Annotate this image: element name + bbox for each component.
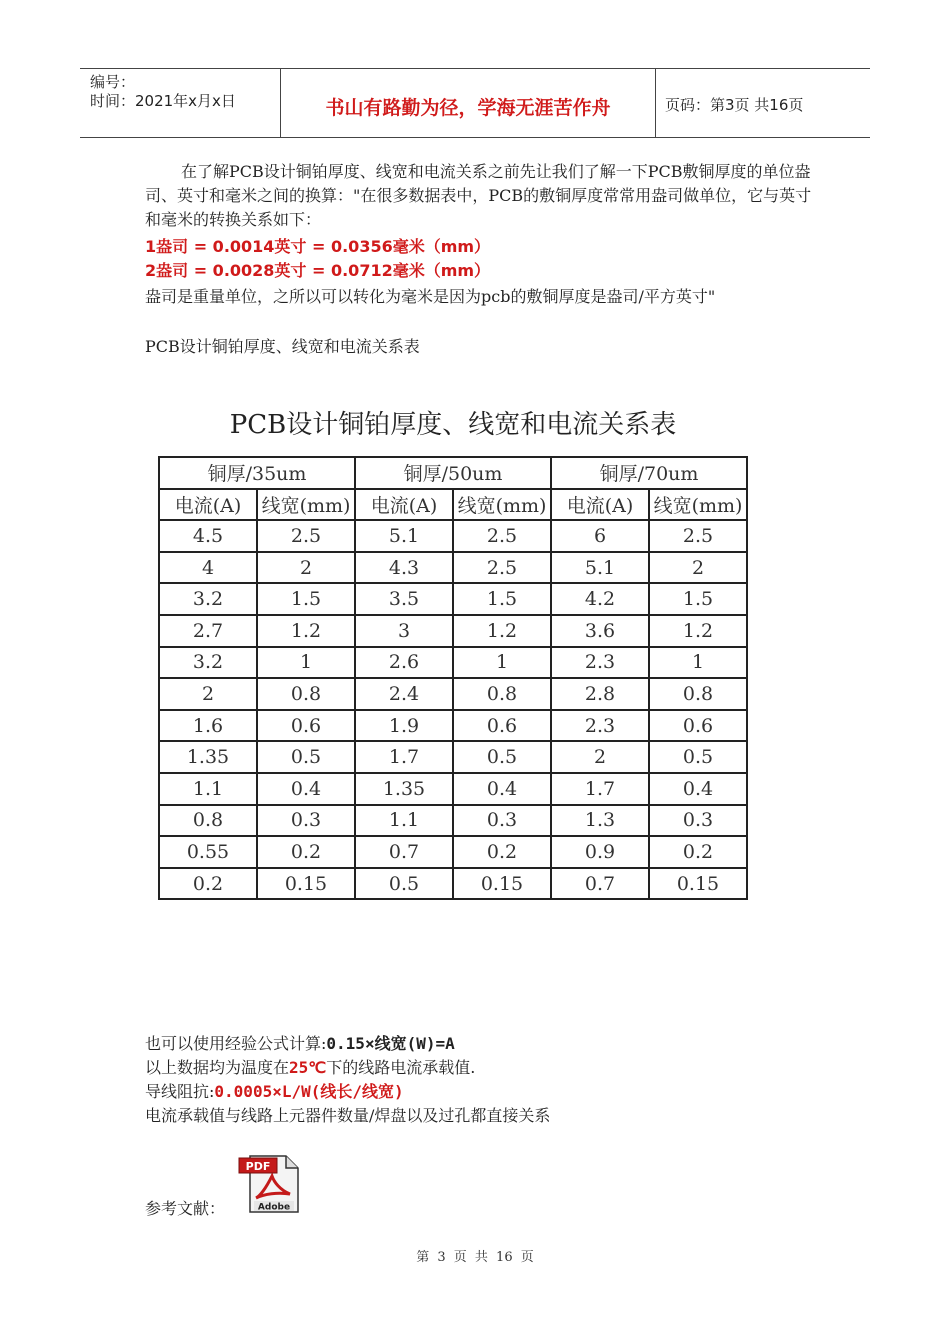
width-cell: 1 — [257, 647, 355, 679]
current-cell: 2 — [551, 741, 649, 773]
table-row — [159, 805, 747, 837]
current-cell: 0.2 — [159, 868, 257, 900]
width-cell: 0.2 — [453, 836, 551, 868]
width-cell: 2 — [649, 552, 747, 584]
resist-prefix: 导线阻抗: — [145, 1082, 215, 1101]
width-cell: 0.15 — [453, 868, 551, 900]
width-cell: 0.3 — [257, 805, 355, 837]
table-subheader-row — [159, 489, 747, 521]
table-row — [159, 710, 747, 742]
temp-prefix: 以上数据均为温度在 — [145, 1058, 290, 1077]
current-cell: 0.7 — [355, 836, 453, 868]
temperature-line — [145, 1056, 475, 1080]
resist-formula: 0.0005×L/W(线长/线宽) — [214, 1082, 404, 1101]
current-cell: 3.2 — [159, 647, 257, 679]
current-cell: 4.3 — [355, 552, 453, 584]
current-cell: 0.8 — [159, 805, 257, 837]
table-title: PCB设计铜铂厚度、线宽和电流关系表 — [229, 410, 677, 440]
current-cell: 5.1 — [551, 552, 649, 584]
current-cell: 3.6 — [551, 615, 649, 647]
table-row — [159, 741, 747, 773]
width-cell: 0.4 — [649, 773, 747, 805]
width-cell: 2 — [257, 552, 355, 584]
copper-width-current-table — [158, 456, 748, 900]
width-cell: 0.15 — [257, 868, 355, 900]
current-cell: 2.7 — [159, 615, 257, 647]
current-cell: 2 — [159, 678, 257, 710]
width-cell: 0.3 — [453, 805, 551, 837]
group-header: 铜厚/35um — [159, 457, 355, 489]
column-header: 电流(A) — [159, 489, 257, 521]
pdf-badge: PDF — [245, 1160, 271, 1173]
width-cell: 0.2 — [257, 836, 355, 868]
header-page-info: 页码：第3页 共16页 — [665, 95, 804, 114]
current-cell: 1.35 — [355, 773, 453, 805]
table-row — [159, 552, 747, 584]
width-cell: 1 — [649, 647, 747, 679]
table-row — [159, 583, 747, 615]
current-cell: 2.3 — [551, 647, 649, 679]
current-cell: 2.6 — [355, 647, 453, 679]
column-header: 线宽(mm) — [453, 489, 551, 521]
table-row — [159, 615, 747, 647]
table-row — [159, 868, 747, 900]
width-cell: 0.6 — [649, 710, 747, 742]
current-cell: 4 — [159, 552, 257, 584]
width-cell: 0.4 — [257, 773, 355, 805]
page-header — [80, 68, 870, 138]
formula-line — [145, 1032, 455, 1056]
width-cell: 0.15 — [649, 868, 747, 900]
reference-label: 参考文献： — [145, 1199, 226, 1218]
column-header: 线宽(mm) — [649, 489, 747, 521]
current-cell: 4.5 — [159, 520, 257, 552]
width-cell: 2.5 — [453, 552, 551, 584]
date-label: 时间：2021年x月x日 — [90, 92, 236, 110]
current-cell: 0.55 — [159, 836, 257, 868]
temp-value: 25℃ — [289, 1058, 327, 1077]
footer-page-number: 第 3 页 共 16 页 — [416, 1250, 534, 1265]
formula: 0.15×线宽(W)=A — [326, 1034, 455, 1053]
width-cell: 0.8 — [453, 678, 551, 710]
header-motto: 书山有路勤为径，学海无涯苦作舟 — [325, 96, 611, 119]
width-cell: 0.5 — [453, 741, 551, 773]
width-cell: 1.5 — [649, 583, 747, 615]
width-cell: 0.5 — [257, 741, 355, 773]
width-cell: 1.5 — [453, 583, 551, 615]
current-cell: 3.5 — [355, 583, 453, 615]
formula-prefix: 也可以使用经验公式计算: — [145, 1034, 327, 1053]
current-cell: 4.2 — [551, 583, 649, 615]
width-cell: 1 — [453, 647, 551, 679]
table-row — [159, 773, 747, 805]
group-header: 铜厚/70um — [551, 457, 747, 489]
width-cell: 1.2 — [453, 615, 551, 647]
column-header: 电流(A) — [551, 489, 649, 521]
conversion-line-1: 1盎司 = 0.0014英寸 = 0.0356毫米（mm） — [145, 237, 491, 256]
header-divider — [655, 69, 656, 137]
current-cell: 1.3 — [551, 805, 649, 837]
width-cell: 0.5 — [649, 741, 747, 773]
width-cell: 1.2 — [257, 615, 355, 647]
current-cell: 0.7 — [551, 868, 649, 900]
pdf-file-icon[interactable] — [238, 1154, 300, 1214]
header-meta — [80, 69, 280, 137]
current-cell: 0.9 — [551, 836, 649, 868]
table-caption: PCB设计铜铂厚度、线宽和电流关系表 — [145, 337, 420, 356]
width-cell: 1.2 — [649, 615, 747, 647]
width-cell: 0.2 — [649, 836, 747, 868]
current-cell: 6 — [551, 520, 649, 552]
current-cell: 2.4 — [355, 678, 453, 710]
serial-label: 编号： — [90, 73, 136, 91]
current-cell: 2.3 — [551, 710, 649, 742]
current-cell: 2.8 — [551, 678, 649, 710]
width-cell: 2.5 — [453, 520, 551, 552]
current-cell: 1.9 — [355, 710, 453, 742]
column-header: 电流(A) — [355, 489, 453, 521]
current-cell: 3 — [355, 615, 453, 647]
width-cell: 1.5 — [257, 583, 355, 615]
intro-paragraph: 在了解PCB设计铜铂厚度、线宽和电流关系之前先让我们了解一下PCB敷铜厚度的单位盎司、英寸和毫米之间的换算："在很多数据表中，PCB的敷铜厚度常常用盎司做单位，它与英寸和毫米的转换关系如下： — [145, 162, 812, 229]
current-cell: 1.7 — [551, 773, 649, 805]
current-cell: 1.35 — [159, 741, 257, 773]
current-cell: 0.5 — [355, 868, 453, 900]
current-cell: 1.1 — [159, 773, 257, 805]
current-cell: 5.1 — [355, 520, 453, 552]
current-cell: 1.1 — [355, 805, 453, 837]
width-cell: 0.6 — [453, 710, 551, 742]
current-cell: 3.2 — [159, 583, 257, 615]
column-header: 线宽(mm) — [257, 489, 355, 521]
table-group-header-row — [159, 457, 747, 489]
current-cell: 1.6 — [159, 710, 257, 742]
width-cell: 2.5 — [649, 520, 747, 552]
width-cell: 2.5 — [257, 520, 355, 552]
width-cell: 0.3 — [649, 805, 747, 837]
table-row — [159, 520, 747, 552]
resistance-line — [145, 1080, 404, 1104]
relation-line: 电流承载值与线路上元器件数量/焊盘以及过孔都直接关系 — [145, 1106, 551, 1125]
table-row — [159, 678, 747, 710]
unit-note: 盎司是重量单位，之所以可以转化为毫米是因为pcb的敷铜厚度是盎司/平方英寸" — [145, 287, 716, 306]
temp-suffix: 下的线路电流承载值. — [326, 1058, 476, 1077]
table-row — [159, 836, 747, 868]
width-cell: 0.8 — [257, 678, 355, 710]
current-cell: 1.7 — [355, 741, 453, 773]
group-header: 铜厚/50um — [355, 457, 551, 489]
width-cell: 0.8 — [649, 678, 747, 710]
table-row — [159, 647, 747, 679]
width-cell: 0.6 — [257, 710, 355, 742]
adobe-label: Adobe — [257, 1202, 291, 1213]
conversion-line-2: 2盎司 = 0.0028英寸 = 0.0712毫米（mm） — [145, 261, 491, 280]
width-cell: 0.4 — [453, 773, 551, 805]
